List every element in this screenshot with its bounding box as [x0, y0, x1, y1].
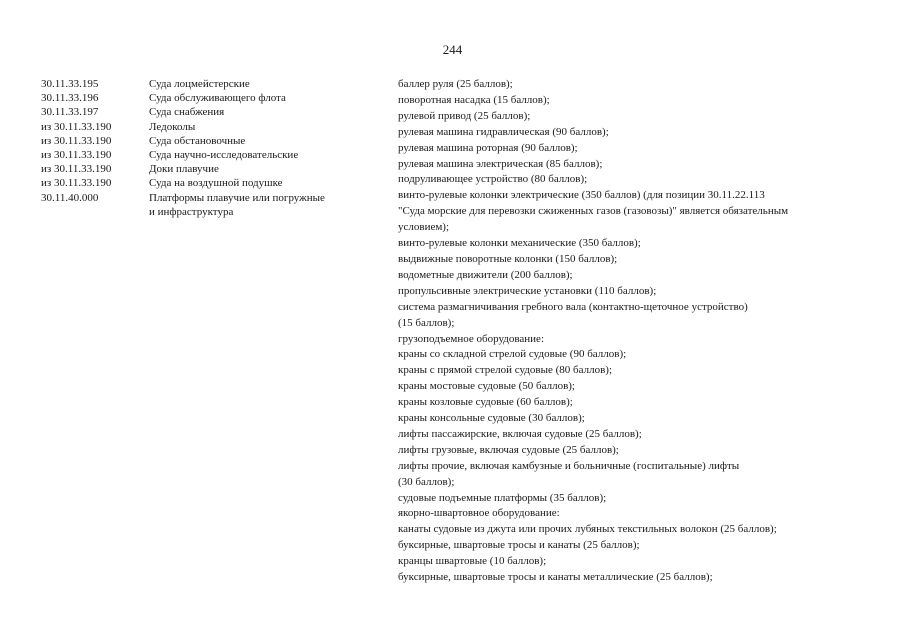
requirement-line: буксирные, швартовые тросы и канаты металлические (25 баллов);	[398, 571, 713, 584]
requirement-line: кранцы швартовые (10 баллов);	[398, 555, 547, 568]
requirement-line: "Суда морские для перевозки сжиженных газов (газовозы)" является обязательным	[398, 205, 789, 218]
code-row	[41, 162, 369, 176]
requirement-line: рулевая машина роторная (90 баллов);	[398, 141, 578, 154]
product-name: Суда научно-исследовательские	[149, 149, 299, 162]
requirement-line: краны со складной стрелой судовые (90 баллов);	[398, 348, 627, 361]
product-name: Суда обстановочные	[149, 134, 246, 147]
requirement-line: якорно-швартовное оборудование:	[398, 507, 560, 520]
requirement-line: винто-рулевые колонки механические (350 баллов);	[398, 237, 641, 250]
okpd-code: из 30.11.33.190	[41, 134, 112, 147]
code-row	[41, 77, 369, 91]
product-name: Суда лоцмейстерские	[149, 78, 250, 90]
okpd-code	[41, 205, 149, 219]
product-name: Доки плавучие	[149, 163, 219, 176]
requirements-list	[398, 77, 868, 586]
requirement-line: лифты прочие, включая камбузные и больничные (госпитальные) лифты	[398, 459, 740, 472]
okpd-code: из 30.11.33.190	[41, 149, 112, 162]
product-name: Суда на воздушной подушке	[149, 177, 283, 190]
requirement-line: судовые подъемные платформы (35 баллов);	[398, 491, 607, 504]
requirement-line: (30 баллов);	[398, 475, 455, 488]
requirement-line: краны мостовые судовые (50 баллов);	[398, 380, 575, 393]
product-name: и инфраструктура	[149, 205, 234, 218]
requirement-line: система размагничивания гребного вала (контактно-щеточное устройство)	[398, 300, 748, 313]
requirement-line: буксирные, швартовые тросы и канаты (25 баллов);	[398, 539, 640, 552]
requirement-line: канаты судовые из джута или прочих лубяных текстильных волокон (25 баллов);	[398, 523, 777, 536]
requirement-line: лифты пассажирские, включая судовые (25 баллов);	[398, 427, 642, 440]
requirement-line: лифты грузовые, включая судовые (25 баллов);	[398, 443, 619, 456]
okpd-code: 30.11.40.000	[41, 191, 99, 204]
code-row	[41, 191, 369, 205]
codes-table	[41, 77, 369, 219]
requirement-line: грузоподъемное оборудование:	[398, 332, 544, 345]
code-row	[41, 120, 369, 134]
okpd-code: 30.11.33.197	[41, 106, 99, 119]
requirement-line: рулевая машина гидравлическая (90 баллов);	[398, 125, 609, 138]
product-name: Суда обслуживающего флота	[149, 92, 286, 105]
requirement-line: рулевой привод (25 баллов);	[398, 109, 531, 122]
okpd-code: из 30.11.33.190	[41, 177, 112, 190]
page-number: 244	[442, 42, 463, 57]
requirement-line: пропульсивные электрические установки (110 баллов);	[398, 284, 657, 297]
requirement-line: условием);	[398, 221, 450, 234]
requirement-line: винто-рулевые колонки электрические (350 баллов) (для позиции 30.11.22.113	[398, 189, 765, 202]
product-name: Ледоколы	[149, 120, 196, 133]
code-row	[41, 148, 369, 162]
code-row	[41, 176, 369, 190]
code-row	[41, 105, 369, 119]
code-row	[41, 134, 369, 148]
product-name: Суда снабжения	[149, 106, 225, 119]
requirement-line: краны с прямой стрелой судовые (80 баллов);	[398, 364, 613, 377]
requirement-line: водометные движители (200 баллов);	[398, 268, 573, 281]
code-row	[41, 91, 369, 105]
okpd-code: 30.11.33.196	[41, 92, 99, 105]
requirement-line: краны козловые судовые (60 баллов);	[398, 396, 573, 409]
requirement-line: (15 баллов);	[398, 316, 455, 329]
okpd-code: из 30.11.33.190	[41, 120, 112, 133]
code-row	[41, 205, 369, 219]
requirement-line: подруливающее устройство (80 баллов);	[398, 173, 588, 186]
okpd-code: 30.11.33.195	[41, 78, 99, 90]
okpd-code: из 30.11.33.190	[41, 163, 112, 176]
product-name: Платформы плавучие или погружные	[149, 191, 325, 204]
requirement-line: краны консольные судовые (30 баллов);	[398, 412, 585, 425]
requirement-line: поворотная насадка (15 баллов);	[398, 93, 550, 106]
requirement-line: баллер руля (25 баллов);	[398, 78, 513, 90]
requirement-line: рулевая машина электрическая (85 баллов);	[398, 157, 603, 170]
requirement-line: выдвижные поворотные колонки (150 баллов);	[398, 252, 618, 265]
